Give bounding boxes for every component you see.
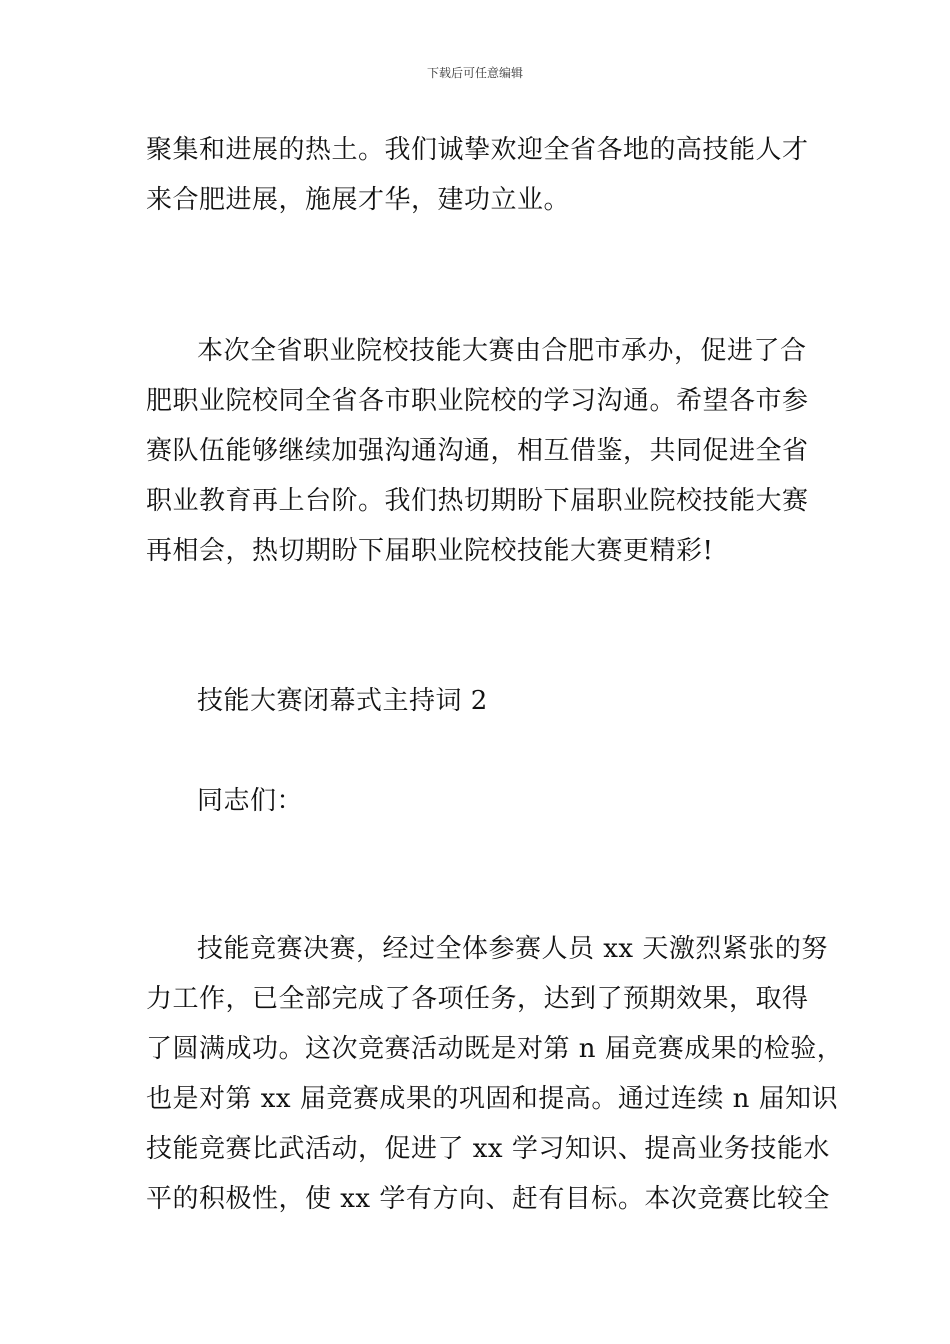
paragraph-2-line-2: 肥职业院校同全省各市职业院校的学习沟通。希望各市参 bbox=[146, 386, 809, 416]
paragraph-3-line-1: 技能竞赛决赛，经过全体参赛人员 xx 天激烈紧张的努 bbox=[197, 934, 828, 964]
paragraph-1-line-1: 聚集和进展的热土。我们诚挚欢迎全省各地的高技能人才 bbox=[146, 135, 809, 165]
paragraph-2-line-3: 赛队伍能够继续加强沟通沟通，相互借鉴，共同促进全省 bbox=[146, 436, 809, 466]
paragraph-3-line-2: 力工作，已全部完成了各项任务，达到了预期效果，取得 bbox=[146, 984, 809, 1014]
section-heading: 技能大赛闭幕式主持词 2 bbox=[197, 686, 488, 716]
paragraph-3-line-5: 技能竞赛比武活动，促进了 xx 学习知识、提高业务技能水 bbox=[146, 1134, 830, 1164]
page-header: 下载后可任意编辑 bbox=[426, 66, 523, 80]
greeting: 同志们： bbox=[197, 786, 304, 816]
paragraph-3-line-6: 平的积极性，使 xx 学有方向、赶有目标。本次竞赛比较全 bbox=[146, 1184, 830, 1214]
paragraph-3-line-4: 也是对第 xx 届竞赛成果的巩固和提高。通过连续 n 届知识 bbox=[146, 1084, 839, 1114]
paragraph-2-line-1: 本次全省职业院校技能大赛由合肥市承办，促进了合 bbox=[197, 336, 807, 366]
paragraph-3-line-3: 了圆满成功。这次竞赛活动既是对第 n 届竞赛成果的检验， bbox=[146, 1034, 844, 1064]
paragraph-1-line-2: 来合肥进展，施展才华，建功立业。 bbox=[146, 185, 571, 215]
paragraph-2-line-5: 再相会，热切期盼下届职业院校技能大赛更精彩! bbox=[146, 536, 714, 566]
paragraph-2-line-4: 职业教育再上台阶。我们热切期盼下届职业院校技能大赛 bbox=[146, 486, 809, 516]
